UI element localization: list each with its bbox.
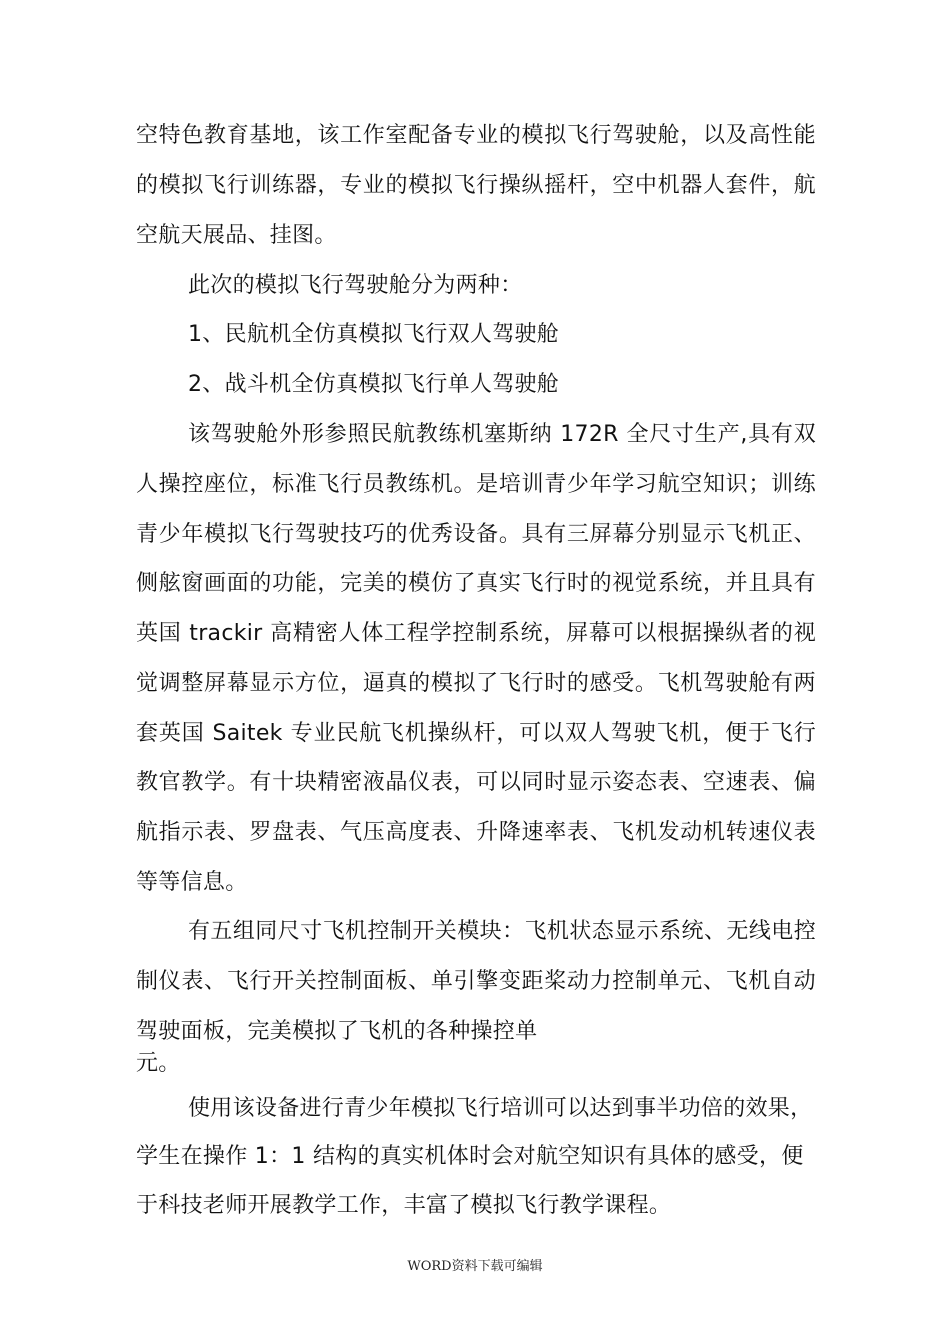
paragraph-line: 青少年模拟飞行驾驶技巧的优秀设备。具有三屏幕分别显示飞机正、: [136, 522, 816, 547]
paragraph-line: 英国 trackir 高精密人体工程学控制系统，屏幕可以根据操纵者的视: [136, 621, 816, 646]
paragraph-line: 空特色教育基地，该工作室配备专业的模拟飞行驾驶舱，以及高性能: [136, 123, 816, 148]
paragraph-line: 空航天展品、挂图。: [136, 223, 337, 248]
paragraph-line: 该驾驶舱外形参照民航教练机塞斯纳 172R 全尺寸生产,具有双: [188, 422, 816, 447]
paragraph-line: 教官教学。有十块精密液晶仪表，可以同时显示姿态表、空速表、偏: [136, 770, 816, 795]
paragraph-line: 此次的模拟飞行驾驶舱分为两种：: [188, 273, 523, 298]
paragraph-line: 元。: [136, 1051, 181, 1076]
page-footer: WORD资料下载可编辑: [407, 1259, 543, 1274]
list-item: 1、民航机全仿真模拟飞行双人驾驶舱: [188, 322, 560, 347]
paragraph-line: 制仪表、飞行开关控制面板、单引擎变距桨动力控制单元、飞机自动: [136, 969, 816, 994]
paragraph-line: 学生在操作 1：1 结构的真实机体时会对航空知识有具体的感受，便: [136, 1144, 804, 1169]
paragraph-line: 人操控座位，标准飞行员教练机。是培训青少年学习航空知识；训练: [136, 472, 816, 497]
paragraph-line: 的模拟飞行训练器，专业的模拟飞行操纵摇杆，空中机器人套件，航: [136, 173, 816, 198]
paragraph-line: 驾驶面板，完美模拟了飞机的各种操控单: [136, 1019, 538, 1044]
paragraph-line: 侧舷窗画面的功能，完美的模仿了真实飞行时的视觉系统，并且具有: [136, 571, 816, 596]
paragraph-line: 觉调整屏幕显示方位，逼真的模拟了飞行时的感受。飞机驾驶舱有两: [136, 671, 816, 696]
list-item: 2、战斗机全仿真模拟飞行单人驾驶舱: [188, 372, 560, 397]
paragraph-line: 有五组同尺寸飞机控制开关模块：飞机状态显示系统、无线电控: [188, 919, 816, 944]
paragraph-line: 等等信息。: [136, 870, 248, 895]
paragraph-line: 套英国 Saitek 专业民航飞机操纵杆，可以双人驾驶飞机，便于飞行: [136, 721, 816, 746]
paragraph-line: 于科技老师开展教学工作，丰富了模拟飞行教学课程。: [136, 1193, 672, 1218]
paragraph-line: 航指示表、罗盘表、气压高度表、升降速率表、飞机发动机转速仪表: [136, 820, 816, 845]
paragraph-line: 使用该设备进行青少年模拟飞行培训可以达到事半功倍的效果，: [188, 1096, 813, 1121]
